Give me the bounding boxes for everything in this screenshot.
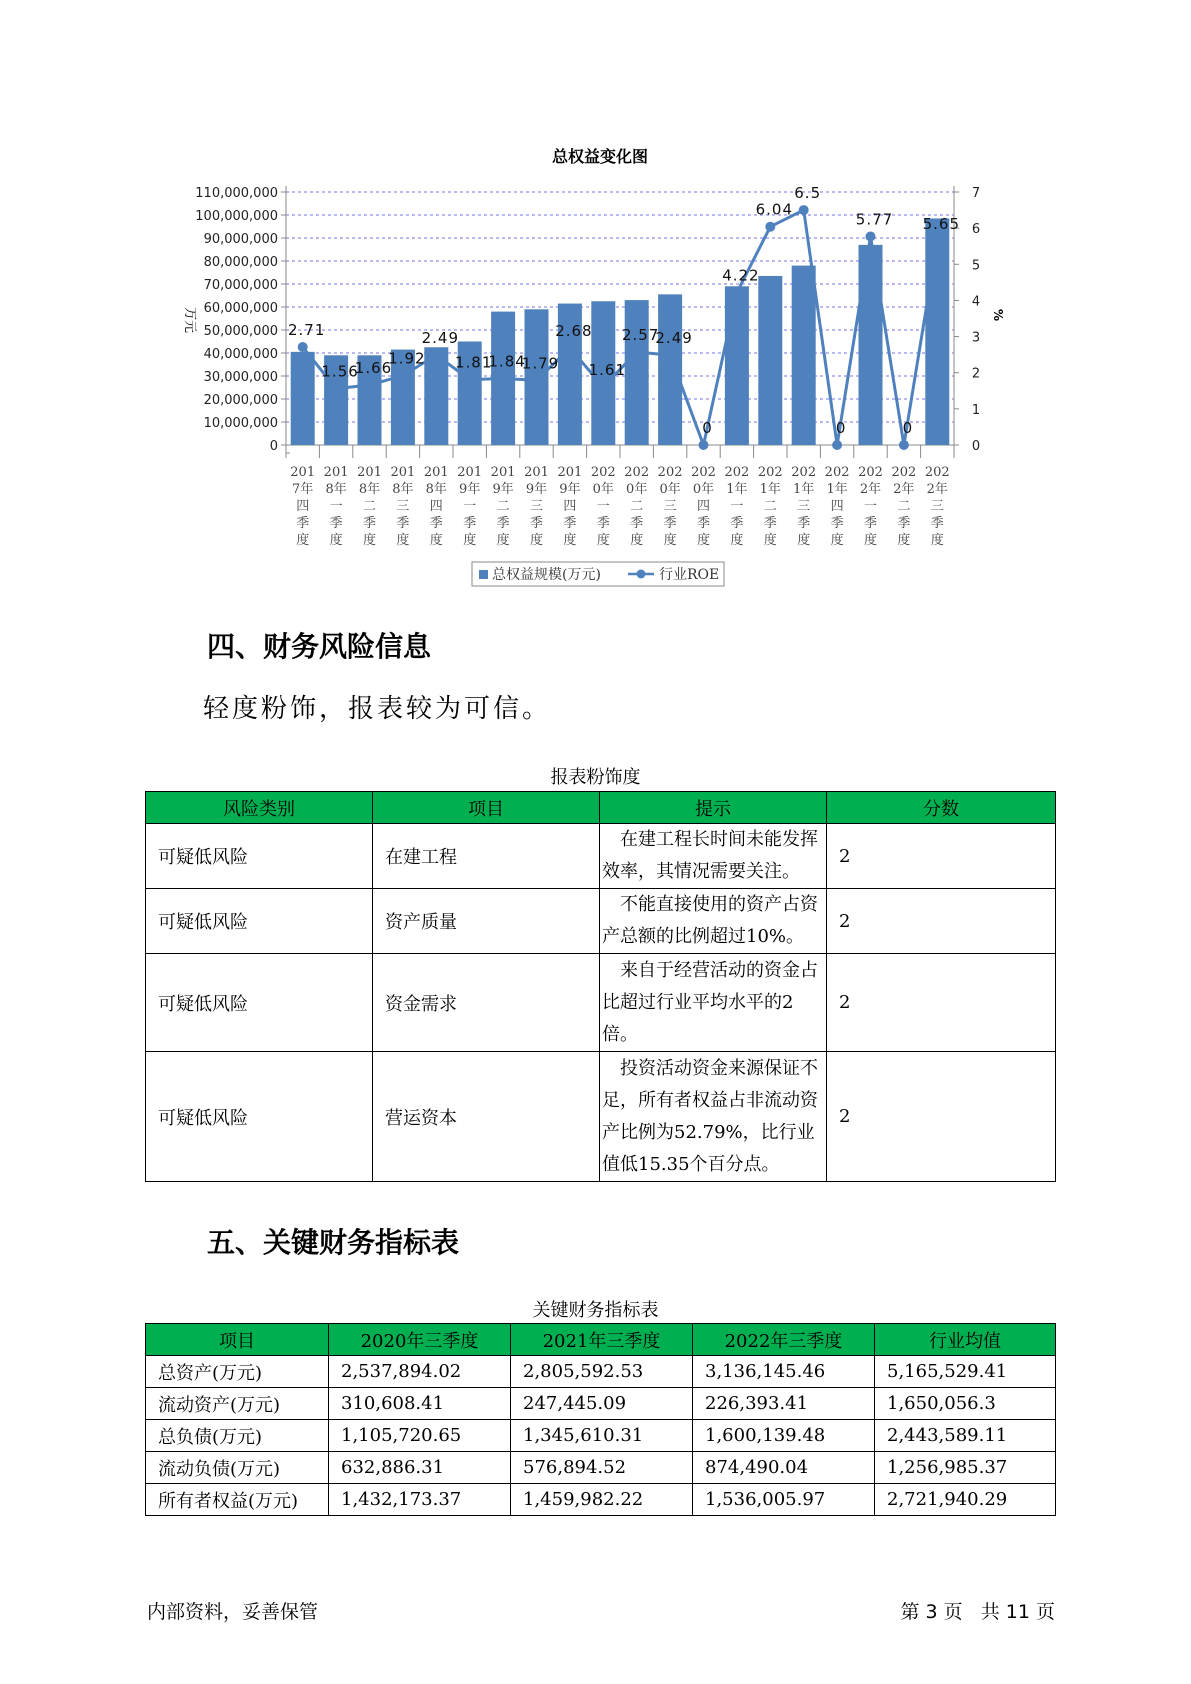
y2-tick-label: 7 bbox=[971, 186, 981, 201]
x-tick-label: 度 bbox=[496, 533, 510, 548]
y-tick-label: 60,000,000 bbox=[203, 301, 278, 316]
x-tick-label: 二 bbox=[496, 499, 510, 514]
x-tick-label: 季 bbox=[696, 516, 711, 531]
table-row bbox=[146, 1388, 1056, 1420]
value-2022q3: 226,393.41 bbox=[693, 1388, 875, 1420]
y2-tick-label: 1 bbox=[971, 402, 981, 418]
indicator-table-header bbox=[146, 1324, 1056, 1356]
roe-point bbox=[932, 236, 942, 246]
x-tick-label: 一 bbox=[463, 499, 477, 514]
roe-point bbox=[699, 440, 709, 450]
risk-category: 可疑低风险 bbox=[146, 954, 373, 1052]
x-axis-labels bbox=[290, 465, 949, 548]
value-industry-avg: 1,256,985.37 bbox=[875, 1452, 1056, 1484]
x-tick-label: 四 bbox=[296, 499, 310, 514]
x-tick-label: 9年 bbox=[525, 482, 548, 497]
table-row bbox=[146, 1420, 1056, 1452]
x-tick-label: 202 bbox=[891, 465, 917, 480]
roe-point bbox=[899, 440, 909, 450]
x-tick-label: 201 bbox=[423, 465, 449, 480]
roe-point bbox=[632, 347, 642, 357]
roe-point bbox=[732, 287, 742, 297]
roe-point bbox=[765, 222, 775, 232]
risk-score: 2 bbox=[827, 1052, 1056, 1182]
x-tick-label: 二 bbox=[362, 499, 377, 514]
roe-point bbox=[431, 350, 441, 360]
roe-data-label: 1.66 bbox=[354, 359, 393, 378]
x-tick-label: 度 bbox=[563, 533, 577, 548]
y-tick-label: 30,000,000 bbox=[203, 370, 278, 385]
legend-bar-label: 总权益规模(万元) bbox=[492, 567, 601, 583]
x-tick-label: 季 bbox=[563, 516, 577, 531]
x-tick-label: 202 bbox=[691, 465, 716, 480]
indicator-name: 所有者权益(万元) bbox=[146, 1484, 329, 1516]
x-tick-label: 季 bbox=[296, 516, 310, 531]
x-tick-label: 202 bbox=[858, 465, 883, 480]
risk-tip: 投资活动资金来源保证不足，所有者权益占非流动资产比例为52.79%，比行业值低15.35个百分点。 bbox=[600, 1052, 827, 1182]
y-tick-label: 10,000,000 bbox=[203, 416, 278, 431]
roe-point bbox=[565, 343, 575, 353]
chart-legend bbox=[472, 562, 724, 586]
x-tick-label: 8年 bbox=[358, 482, 381, 497]
x-tick-label: 1年 bbox=[726, 482, 748, 497]
value-2020q3: 632,886.31 bbox=[329, 1452, 511, 1484]
x-tick-label: 季 bbox=[897, 516, 911, 531]
x-tick-label: 202 bbox=[624, 465, 650, 480]
bar-series bbox=[291, 218, 950, 445]
x-tick-label: 度 bbox=[396, 533, 410, 548]
x-tick-label: 季 bbox=[496, 516, 510, 531]
indicator-name: 流动负债(万元) bbox=[146, 1452, 329, 1484]
table-row bbox=[146, 1052, 1056, 1182]
risk-category: 可疑低风险 bbox=[146, 889, 373, 954]
x-tick-label: 四 bbox=[429, 499, 443, 514]
y-tick-label: 90,000,000 bbox=[203, 232, 278, 247]
risk-score: 2 bbox=[827, 954, 1056, 1052]
roe-point bbox=[398, 371, 408, 381]
risk-category: 可疑低风险 bbox=[146, 824, 373, 889]
value-industry-avg: 2,721,940.29 bbox=[875, 1484, 1056, 1516]
header-industry-avg: 行业均值 bbox=[875, 1324, 1056, 1356]
legend-line-label: 行业ROE bbox=[659, 567, 720, 583]
x-tick-label: 度 bbox=[362, 533, 377, 548]
indicator-name: 总资产(万元) bbox=[146, 1356, 329, 1388]
bar bbox=[725, 286, 749, 445]
header-item: 项目 bbox=[373, 792, 600, 824]
y2-tick-label: 5 bbox=[971, 258, 981, 274]
x-tick-label: 季 bbox=[930, 516, 944, 531]
x-tick-label: 201 bbox=[524, 465, 549, 480]
y2-tick-label: 3 bbox=[971, 330, 981, 346]
x-tick-label: 2年 bbox=[859, 482, 882, 497]
roe-point bbox=[799, 205, 809, 215]
x-tick-label: 201 bbox=[357, 465, 382, 480]
legend-line-marker bbox=[637, 570, 646, 579]
roe-point bbox=[331, 384, 341, 394]
y-tick-label: 0 bbox=[269, 439, 278, 454]
x-tick-label: 季 bbox=[763, 516, 777, 531]
x-tick-label: 201 bbox=[323, 465, 349, 480]
x-tick-label: 1年 bbox=[759, 482, 781, 497]
x-tick-label: 季 bbox=[529, 516, 544, 531]
x-tick-label: 9年 bbox=[559, 482, 581, 497]
x-tick-label: 2年 bbox=[926, 482, 948, 497]
header-score: 分数 bbox=[827, 792, 1056, 824]
roe-point bbox=[665, 350, 675, 360]
roe-data-label: 2.68 bbox=[555, 322, 593, 341]
x-tick-label: 1年 bbox=[826, 482, 848, 497]
x-tick-label: 度 bbox=[930, 533, 944, 548]
risk-tip: 在建工程长时间未能发挥效率，其情况需要关注。 bbox=[600, 824, 827, 889]
x-tick-label: 0年 bbox=[692, 482, 715, 497]
y2-axis-label: % bbox=[991, 308, 1005, 322]
x-tick-label: 202 bbox=[791, 465, 817, 480]
header-category: 风险类别 bbox=[146, 792, 373, 824]
x-tick-label: 202 bbox=[924, 465, 950, 480]
x-tick-label: 202 bbox=[824, 465, 850, 480]
value-2022q3: 1,536,005.97 bbox=[693, 1484, 875, 1516]
x-tick-label: 四 bbox=[563, 499, 577, 514]
x-tick-label: 度 bbox=[663, 533, 677, 548]
roe-point bbox=[465, 375, 475, 385]
value-2021q3: 2,805,592.53 bbox=[511, 1356, 693, 1388]
x-tick-label: 四 bbox=[696, 499, 711, 514]
roe-data-label: 5.65 bbox=[922, 214, 961, 233]
header-tip: 提示 bbox=[600, 792, 827, 824]
section-5-heading: 五、关键财务指标表 bbox=[207, 1226, 460, 1259]
risk-item: 资金需求 bbox=[373, 954, 600, 1052]
legend-bar-swatch bbox=[479, 570, 488, 579]
x-tick-label: 8年 bbox=[392, 482, 414, 497]
x-tick-label: 一 bbox=[596, 499, 610, 514]
risk-summary: 轻度粉饰，报表较为可信。 bbox=[203, 694, 552, 724]
table-row bbox=[146, 1484, 1056, 1516]
x-tick-label: 季 bbox=[396, 516, 410, 531]
indicator-table bbox=[145, 1323, 1056, 1516]
x-tick-label: 1年 bbox=[793, 482, 815, 497]
risk-item: 在建工程 bbox=[373, 824, 600, 889]
x-tick-label: 度 bbox=[296, 533, 310, 548]
risk-item: 资产质量 bbox=[373, 889, 600, 954]
x-tick-label: 度 bbox=[596, 533, 610, 548]
x-tick-label: 度 bbox=[329, 533, 343, 548]
x-tick-label: 9年 bbox=[492, 482, 514, 497]
x-tick-label: 度 bbox=[696, 533, 711, 548]
x-tick-label: 201 bbox=[457, 465, 483, 480]
x-tick-label: 季 bbox=[362, 516, 377, 531]
x-tick-label: 季 bbox=[863, 516, 878, 531]
risk-tip: 不能直接使用的资产占资产总额的比例超过10%。 bbox=[600, 889, 827, 954]
x-tick-label: 季 bbox=[329, 516, 343, 531]
value-2021q3: 1,459,982.22 bbox=[511, 1484, 693, 1516]
roe-data-label: 2.71 bbox=[287, 321, 326, 340]
roe-data-label: 2.49 bbox=[421, 329, 460, 348]
value-2022q3: 1,600,139.48 bbox=[693, 1420, 875, 1452]
x-tick-label: 度 bbox=[797, 533, 811, 548]
x-tick-label: 202 bbox=[757, 465, 783, 480]
x-tick-label: 202 bbox=[724, 465, 750, 480]
roe-data-label: 1.56 bbox=[321, 362, 359, 381]
roe-data-label: 0 bbox=[702, 419, 713, 437]
table-row bbox=[146, 954, 1056, 1052]
value-2021q3: 1,345,610.31 bbox=[511, 1420, 693, 1452]
y-tick-label: 100,000,000 bbox=[195, 209, 278, 224]
roe-point bbox=[365, 380, 375, 390]
value-2020q3: 1,105,720.65 bbox=[329, 1420, 511, 1452]
bar bbox=[291, 352, 315, 445]
roe-data-label: 0 bbox=[902, 419, 914, 437]
x-tick-label: 季 bbox=[463, 516, 477, 531]
x-tick-label: 度 bbox=[429, 533, 443, 548]
chart-title: 总权益变化图 bbox=[551, 147, 649, 166]
x-tick-label: 度 bbox=[630, 533, 644, 548]
indicator-table-caption: 关键财务指标表 bbox=[532, 1300, 659, 1321]
y-tick-label: 20,000,000 bbox=[203, 393, 278, 408]
section-4-heading: 四、财务风险信息 bbox=[207, 630, 432, 663]
y-tick-label: 80,000,000 bbox=[203, 255, 278, 270]
x-tick-label: 0年 bbox=[592, 482, 614, 497]
risk-table-header bbox=[146, 792, 1056, 824]
x-tick-label: 7年 bbox=[292, 482, 314, 497]
value-industry-avg: 5,165,529.41 bbox=[875, 1356, 1056, 1388]
indicator-name: 总负债(万元) bbox=[146, 1420, 329, 1452]
table-row bbox=[146, 1452, 1056, 1484]
roe-data-label: 1.79 bbox=[521, 354, 560, 373]
table-row bbox=[146, 889, 1056, 954]
x-tick-label: 一 bbox=[329, 499, 343, 514]
x-tick-label: 季 bbox=[630, 516, 644, 531]
bar bbox=[758, 276, 782, 445]
x-tick-label: 二 bbox=[763, 499, 777, 514]
risk-table-caption: 报表粉饰度 bbox=[550, 767, 641, 788]
value-industry-avg: 2,443,589.11 bbox=[875, 1420, 1056, 1452]
x-tick-label: 201 bbox=[290, 465, 316, 480]
bar bbox=[658, 294, 682, 445]
value-2021q3: 576,894.52 bbox=[511, 1452, 693, 1484]
value-2020q3: 2,537,894.02 bbox=[329, 1356, 511, 1388]
x-tick-label: 三 bbox=[663, 499, 677, 514]
table-row bbox=[146, 1356, 1056, 1388]
roe-data-label: 0 bbox=[835, 419, 847, 437]
x-tick-label: 三 bbox=[930, 499, 944, 514]
roe-point bbox=[532, 375, 542, 385]
x-tick-label: 季 bbox=[797, 516, 811, 531]
equity-chart bbox=[0, 0, 1191, 600]
x-tick-label: 0年 bbox=[626, 482, 648, 497]
value-2021q3: 247,445.09 bbox=[511, 1388, 693, 1420]
y-tick-label: 50,000,000 bbox=[203, 324, 278, 339]
risk-score: 2 bbox=[827, 824, 1056, 889]
x-tick-label: 度 bbox=[830, 533, 844, 548]
y2-tick-label: 2 bbox=[971, 366, 981, 382]
x-tick-label: 一 bbox=[730, 499, 744, 514]
roe-point bbox=[298, 342, 308, 352]
roe-data-label: 1.84 bbox=[488, 352, 526, 371]
risk-tip: 来自于经营活动的资金占比超过行业平均水平的2倍。 bbox=[600, 954, 827, 1052]
bar bbox=[792, 266, 816, 445]
x-tick-label: 度 bbox=[730, 533, 744, 548]
roe-data-label: 6.04 bbox=[755, 200, 794, 219]
roe-data-label: 5.77 bbox=[855, 210, 894, 229]
table-row bbox=[146, 824, 1056, 889]
x-tick-label: 三 bbox=[529, 499, 544, 514]
y-tick-label: 110,000,000 bbox=[195, 186, 278, 201]
x-tick-label: 四 bbox=[830, 499, 844, 514]
x-tick-label: 季 bbox=[730, 516, 744, 531]
roe-data-label: 2.57 bbox=[621, 326, 660, 345]
x-tick-label: 2年 bbox=[893, 482, 915, 497]
x-tick-label: 度 bbox=[863, 533, 878, 548]
risk-table bbox=[145, 791, 1056, 1182]
x-tick-label: 三 bbox=[396, 499, 410, 514]
x-tick-label: 202 bbox=[657, 465, 683, 480]
chart-grid bbox=[286, 192, 954, 422]
x-tick-label: 度 bbox=[463, 533, 477, 548]
x-tick-label: 季 bbox=[830, 516, 844, 531]
x-tick-label: 8年 bbox=[425, 482, 447, 497]
y-tick-label: 70,000,000 bbox=[203, 278, 278, 293]
value-2022q3: 3,136,145.46 bbox=[693, 1356, 875, 1388]
x-tick-label: 二 bbox=[630, 499, 644, 514]
header-indicator: 项目 bbox=[146, 1324, 329, 1356]
x-tick-label: 201 bbox=[490, 465, 516, 480]
bar bbox=[625, 300, 649, 445]
x-tick-label: 201 bbox=[390, 465, 416, 480]
x-tick-label: 201 bbox=[557, 465, 583, 480]
footer-confidential: 内部资料，妥善保管 bbox=[147, 1601, 319, 1623]
y2-tick-label: 4 bbox=[971, 294, 981, 310]
x-tick-label: 8年 bbox=[325, 482, 347, 497]
x-tick-label: 季 bbox=[596, 516, 610, 531]
roe-data-label: 1.92 bbox=[388, 349, 426, 368]
x-tick-label: 9年 bbox=[459, 482, 481, 497]
x-tick-label: 季 bbox=[429, 516, 443, 531]
x-tick-label: 度 bbox=[529, 533, 544, 548]
bar bbox=[925, 218, 949, 445]
roe-data-label: 6.5 bbox=[794, 184, 822, 203]
value-2020q3: 310,608.41 bbox=[329, 1388, 511, 1420]
risk-category: 可疑低风险 bbox=[146, 1052, 373, 1182]
roe-data-label: 1.61 bbox=[588, 360, 627, 379]
bar bbox=[859, 245, 883, 445]
roe-data-label: 2.49 bbox=[655, 329, 693, 348]
header-2022q3: 2022年三季度 bbox=[693, 1324, 875, 1356]
x-tick-label: 三 bbox=[797, 499, 811, 514]
roe-data-label: 1.81 bbox=[454, 353, 493, 372]
x-tick-label: 度 bbox=[763, 533, 777, 548]
header-2020q3: 2020年三季度 bbox=[329, 1324, 511, 1356]
x-tick-label: 度 bbox=[897, 533, 911, 548]
value-2022q3: 874,490.04 bbox=[693, 1452, 875, 1484]
header-2021q3: 2021年三季度 bbox=[511, 1324, 693, 1356]
roe-point bbox=[598, 382, 608, 392]
y2-tick-label: 0 bbox=[971, 439, 981, 454]
y2-tick-label: 6 bbox=[971, 222, 981, 238]
roe-point bbox=[832, 440, 842, 450]
risk-item: 营运资本 bbox=[373, 1052, 600, 1182]
x-tick-label: 0年 bbox=[659, 482, 681, 497]
roe-point bbox=[498, 373, 508, 383]
roe-data-label: 4.22 bbox=[722, 266, 760, 285]
x-tick-label: 季 bbox=[663, 516, 677, 531]
y-tick-label: 40,000,000 bbox=[203, 347, 278, 362]
footer-page-number: 第 3 页 共 11 页 bbox=[900, 1601, 1055, 1623]
x-tick-label: 一 bbox=[863, 499, 878, 514]
y-axis-label: 万元 bbox=[182, 306, 197, 334]
value-2020q3: 1,432,173.37 bbox=[329, 1484, 511, 1516]
roe-point bbox=[866, 231, 876, 241]
risk-score: 2 bbox=[827, 889, 1056, 954]
x-tick-label: 202 bbox=[590, 465, 616, 480]
indicator-name: 流动资产(万元) bbox=[146, 1388, 329, 1420]
x-tick-label: 二 bbox=[897, 499, 911, 514]
value-industry-avg: 1,650,056.3 bbox=[875, 1388, 1056, 1420]
